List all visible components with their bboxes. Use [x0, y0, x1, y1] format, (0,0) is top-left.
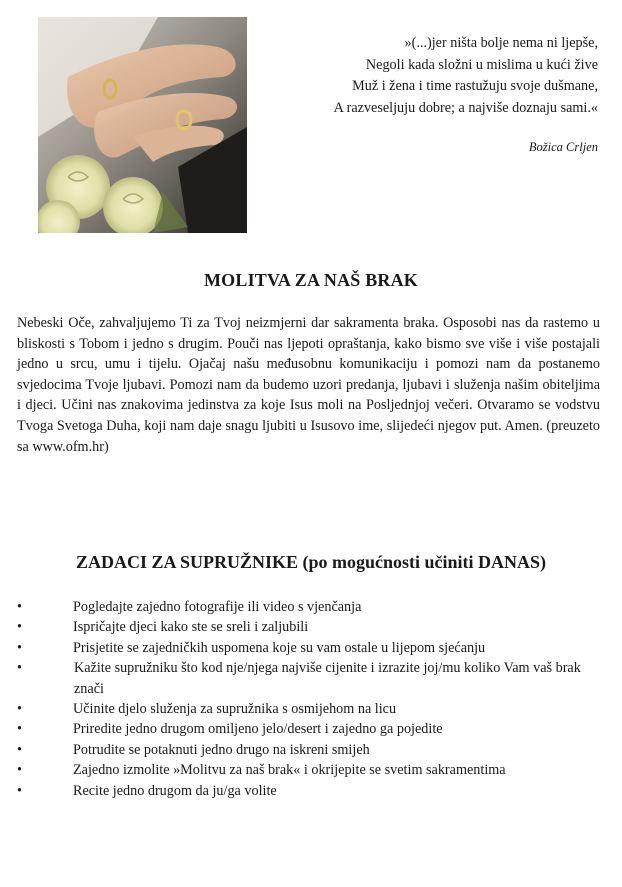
- list-item: • Recite jedno drugom da ju/ga volite: [17, 781, 600, 801]
- tasks-list: [17, 597, 600, 801]
- list-item: • Ispričajte djeci kako ste se sreli i zaljubili: [17, 617, 600, 637]
- list-item: • Potrudite se potaknuti jedno drugo na iskreni smijeh: [17, 740, 600, 760]
- quote-author: Božica Crljen: [528, 140, 598, 154]
- list-item: • Učinite djelo služenja za supružnika s osmijehom na licu: [17, 699, 600, 719]
- list-item: • Priredite jedno drugom omiljeno jelo/desert i zajedno ga pojedite: [17, 719, 600, 739]
- tasks-title: ZADACI ZA SUPRUŽNIKE (po mogućnosti učiniti DANAS): [75, 552, 547, 572]
- prayer-title: MOLITVA ZA NAŠ BRAK: [203, 270, 419, 290]
- list-item: • Zajedno izmolite »Molitvu za naš brak« i okrijepite se svetim sakramentima: [17, 760, 600, 780]
- list-item: • Pogledajte zajedno fotografije ili video s vjenčanja: [17, 597, 600, 617]
- list-item: • Kažite supružniku što kod nje/njega najviše cijenite i izrazite joj/mu koliko Vam vaš brak znači: [17, 658, 600, 699]
- wedding-photo: [38, 17, 247, 233]
- quote-line: Muž i žena i time rastužuju svoje dušmane,: [352, 78, 598, 94]
- list-item: • Prisjetite se zajedničkih uspomena koje su vam ostale u lijepom sjećanju: [17, 638, 600, 658]
- prayer-text: Nebeski Oče, zahvaljujemo Ti za Tvoj neizmjerni dar sakramenta braka. Osposobi nas da rastemo u bliskosti s Tobom i jedno s drugim. Pouči nas ljepoti opraštanja, kako bismo sve više i više postajali jedno u srcu, umu i tijelu. Ojačaj našu međusobnu komunikaciju i pomozi nam da postanemo svjedocima Tvoje ljubavi. Pomozi nam da budemo uzori predanja, ljubavi i služenja našim obiteljima i djeci. Učini nas znakovima jedinstva za koje Isus moli na Posljednjoj večeri. Otvaramo se vodstvu Tvoga Svetoga Duha, koji nam daje snagu ljubiti u Isusovo ime, slijedeći njegov put. Amen. (preuzeto sa www.ofm.hr): [17, 315, 600, 455]
- quote-line: »(...)jer ništa bolje nema ni ljepše,: [404, 35, 598, 51]
- quote-block: [258, 33, 598, 159]
- quote-line: Negoli kada složni u mislima u kući žive: [365, 56, 598, 73]
- wedding-hands-photo-icon: [38, 17, 247, 233]
- quote-line: A razveseljuju dobre; a najviše doznaju sami.«: [333, 99, 598, 116]
